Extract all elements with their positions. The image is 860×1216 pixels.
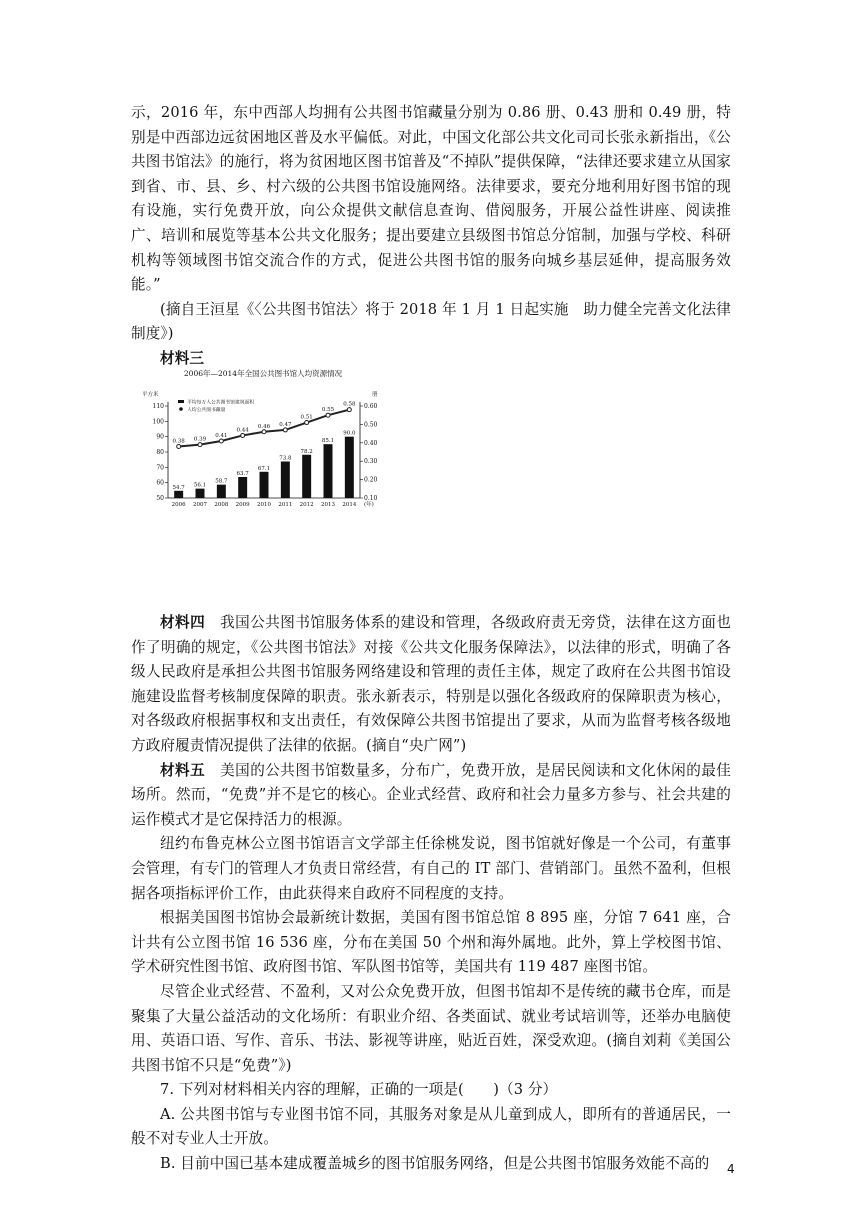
material5-paragraph-4: 尽管企业式经营、不盈利，又对公众免费开放，但图书馆却不是传统的藏书仓库，而是聚集了大量公益活动的文化场所：有职业介绍、各类面试、就业考试培训等，还举办电脑使用、英语口语、写作、音乐、书法、影视等讲座，贴近百姓，深受欢迎。(摘自刘莉《美国公共图书馆不只是“免费”》) xyxy=(131,982,731,1074)
left-tick-label: 100 xyxy=(152,418,164,426)
legend-line-label: 人均公共图书藏量 xyxy=(187,408,226,413)
x-tick-label: 2013 xyxy=(321,502,335,508)
line-value-label: 0.58 xyxy=(343,401,356,408)
bar xyxy=(196,489,205,498)
material2-source: (摘自王洹星《〈公共图书馆法〉将于 2018 年 1 月 1 日起实施 助力健全完善文化法律制度》) xyxy=(131,300,731,343)
line-value-label: 0.38 xyxy=(172,438,185,445)
material5-paragraph xyxy=(131,759,731,833)
bar-value-label: 73.8 xyxy=(279,455,292,462)
right-tick-label: 0.60 xyxy=(364,403,378,410)
x-tick-label: 2010 xyxy=(257,502,271,508)
question-7-stem: 7. 下列对材料相关内容的理解，正确的一项是( )（3 分） xyxy=(160,1081,558,1099)
x-tick-label: 2009 xyxy=(235,502,250,508)
line-point xyxy=(347,408,351,412)
material5-label: 材料五 xyxy=(160,761,206,779)
left-tick-label: 70 xyxy=(156,464,164,472)
material5-paragraph-3: 根据美国图书馆协会最新统计数据，美国有图书馆总馆 8 895 座，分馆 7 641 座，合计共有公立图书馆 16 536 座，分布在美国 50 个州和海外属地。此外，算上学校图书馆、学术研究性图书馆、政府图书馆、军队图书馆等，美国共有 119 487 座图书馆。 xyxy=(131,909,731,976)
line-point xyxy=(283,428,287,432)
bar xyxy=(345,437,354,498)
x-tick-label: 2014 xyxy=(342,502,357,508)
bar xyxy=(174,491,183,498)
x-tick-label: 2012 xyxy=(299,502,314,508)
material5-paragraph-2: 纽约布鲁克林公立图书馆语言文学部主任徐桃发说，图书馆就好像是一个公司，有董事会管理，有专门的管理人才负责日常经营，有自己的 IT 部门、营销部门。虽然不盈利，但根据各项指标评价工作，由此获得来自政府不同程度的支持。 xyxy=(131,835,731,902)
x-tick-label: 2007 xyxy=(193,502,207,508)
legend-bar-swatch xyxy=(178,400,184,403)
chart-svg xyxy=(138,364,388,520)
line-point xyxy=(241,433,245,437)
material3-heading: 材料三 xyxy=(160,349,205,367)
line-value-label: 0.47 xyxy=(279,421,292,428)
line-value-label: 0.55 xyxy=(321,407,335,414)
left-tick-label: 60 xyxy=(156,479,164,487)
right-tick-label: 0.50 xyxy=(364,421,378,429)
line-point xyxy=(198,443,202,447)
material4-paragraph xyxy=(131,611,731,759)
left-tick-label: 90 xyxy=(156,433,164,441)
left-tick-label: 50 xyxy=(156,495,164,502)
right-axis-unit: 册 xyxy=(372,392,378,398)
right-tick-label: 0.40 xyxy=(364,439,378,447)
left-tick-label: 80 xyxy=(156,449,164,456)
left-axis-unit: 平方米 xyxy=(142,392,159,398)
bar xyxy=(260,472,269,498)
bar-value-label: 58.7 xyxy=(215,478,228,485)
chart-title: 2006年—2014年全国公共图书馆人均资源情况 xyxy=(183,369,343,378)
bar xyxy=(238,477,247,498)
line-point xyxy=(219,439,223,443)
material4-text: 我国公共图书馆服务体系的建设和管理，各级政府责无旁贷，法律在这方面也作了明确的规定，《公共图书馆法》对接《公共文化服务保障法》，以法律的形式，明确了各级人民政府是承担公共图书馆服务网络建设和管理的责任主体，规定了政府在公共图书馆设施建设监督考核制度保障的职责。张永新表示，特别是以强化各级政府的保障职责为核心，对各级政府根据事权和支出责任，有效保障公共图书馆提出了要求，从而为监督考核各级地方政府履责情况提供了法律的依据。(摘自“央广网”) xyxy=(131,614,731,754)
line-value-label: 0.44 xyxy=(236,427,249,434)
bar-value-label: 63.7 xyxy=(236,470,249,477)
x-axis-unit: (年) xyxy=(364,502,374,508)
bar-value-label: 67.1 xyxy=(257,465,271,472)
question-7-option-b: B. 目前中国已基本建成覆盖城乡的图书馆服务网络，但是公共图书馆服务效能不高的 xyxy=(160,1155,710,1173)
right-tick-label: 0.30 xyxy=(364,458,378,466)
page-number: 4 xyxy=(727,1162,735,1176)
materials-4-5-and-question xyxy=(131,611,731,1177)
material2-paragraph: 示，2016 年，东中西部人均拥有公共图书馆藏量分别为 0.86 册、0.43 册和 0.49 册，特别是中西部边远贫困地区普及水平偏低。对此，中国文化部公共文化司司长张永新指出，《公共图书馆法》的施行，将为贫困地区图书馆普及“不掉队”提供保障，“法律还要求建立从国家到省、市、县、乡、村六级的公共图书馆设施网络。法律要求，要充分地利用好图书馆的现有设施，实行免费开放，向公众提供文献信息查询、借阅服务，开展公益性讲座、阅读推广、培训和展览等基本公共文化服务；提出要建立县级图书馆总分馆制，加强与学校、科研机构等领域图书馆交流合作的方式，促进公共图书馆的服务向城乡基层延伸，提高服务效能。” xyxy=(131,104,731,294)
line-value-label: 0.46 xyxy=(257,423,271,430)
bar xyxy=(281,462,290,498)
bar-value-label: 90.0 xyxy=(343,430,356,437)
line-point xyxy=(177,444,181,448)
x-tick-label: 2011 xyxy=(278,502,293,508)
line-value-label: 0.39 xyxy=(193,436,207,443)
bar xyxy=(217,485,226,498)
bar xyxy=(324,444,333,498)
bar-value-label: 85.1 xyxy=(321,438,335,445)
bar-value-label: 78.2 xyxy=(300,448,313,455)
material4-label: 材料四 xyxy=(160,614,206,631)
x-tick-label: 2008 xyxy=(214,502,229,508)
line-value-label: 0.51 xyxy=(300,414,313,421)
question-7-option-a: A. 公共图书馆与专业图书馆不同，其服务对象是从儿童到成人，即所有的普通居民，一般不对专业人士开放。 xyxy=(131,1105,731,1148)
bar-value-label: 56.1 xyxy=(193,482,207,489)
line-value-label: 0.41 xyxy=(215,432,228,439)
bar-value-label: 54.7 xyxy=(172,484,185,491)
x-tick-label: 2006 xyxy=(171,502,186,508)
material5-text: 美国的公共图书馆数量多，分布广，免费开放，是居民阅读和文化休闲的最佳场所。然而，“免费”并不是它的核心。企业式经营、政府和社会力量多方参与、社会共建的运作模式才是它保持活力的根源。 xyxy=(131,761,731,828)
right-tick-label: 0.20 xyxy=(364,476,378,484)
left-tick-label: 110 xyxy=(152,403,164,410)
line-point xyxy=(326,413,330,417)
material2-continuation xyxy=(131,101,731,372)
line-point xyxy=(305,421,309,425)
bar xyxy=(302,455,311,498)
line-point xyxy=(262,430,266,434)
legend-bar-label: 平均每万人公共图书馆建筑面积 xyxy=(187,400,255,406)
legend-line-swatch xyxy=(179,407,183,411)
right-tick-label: 0.10 xyxy=(364,495,378,502)
library-resources-chart xyxy=(138,364,388,520)
